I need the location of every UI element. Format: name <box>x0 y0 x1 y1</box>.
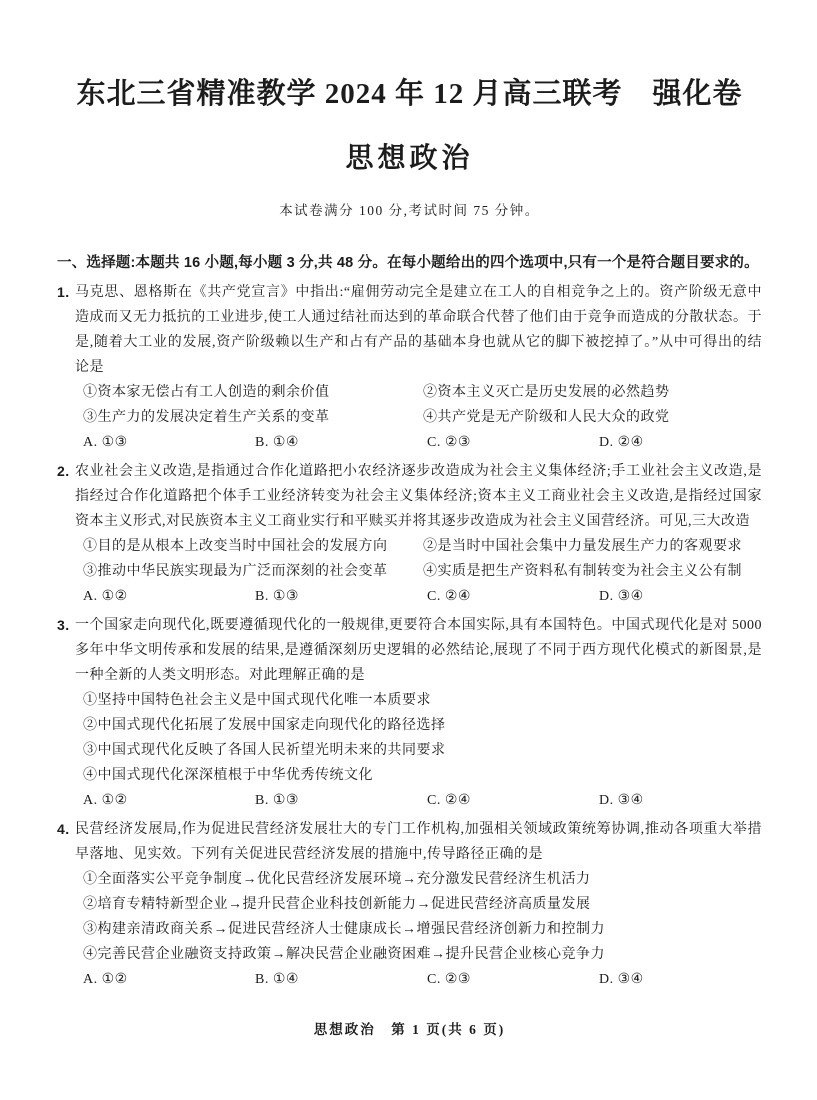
question-2-stem: 农业社会主义改造,是指通过合作化道路把小农经济逐步改造成为社会主义集体经济;手工业社会主义改造,是指经过合作化道路把个体手工业经济转变为社会主义集体经济;资本主义工商业社会主义改造,是指经过国家资本主义形式,对民族资本主义工商业实行和平赎买并将其逐步改造成为社会主义国营经济。可见,三大改造 <box>75 464 762 529</box>
question-3-choice-c: C. ②④ <box>427 793 471 808</box>
question-4-choice-d: D. ③④ <box>599 972 644 987</box>
question-2-stem-block <box>57 459 762 534</box>
question-1-choice-d: D. ②④ <box>599 435 644 450</box>
question-3 <box>57 613 762 813</box>
question-1-stem: 马克思、恩格斯在《共产党宣言》中指出:“雇佣劳动完全是建立在工人的自相竞争之上的。资产阶级无意中造成而又无力抵抗的工业进步,使工人通过结社而达到的革命联合代替了他们由于竞争而造成的分散状态。于是,随着大工业的发展,资产阶级赖以生产和占有产品的基础本身也就从它的脚下被挖掉了。”从中可得出的结论是 <box>75 285 762 375</box>
question-1-option-4: ④共产党是无产阶级和人民大众的政党 <box>423 410 670 425</box>
exam-subject-title: 思想政治 <box>345 143 474 174</box>
question-1-choices <box>57 430 762 455</box>
question-4-stem-block <box>57 817 762 867</box>
question-3-stem: 一个国家走向现代化,既要遵循现代化的一般规律,更要符合本国实际,具有本国特色。中国式现代化是对 5000 多年中华文明传承和发展的结果,是遵循深刻历史逻辑的必然结论,展现了不同于西方现代化模式的新图景,是一种全新的人类文明形态。对此理解正确的是 <box>75 618 762 683</box>
question-3-stem-block <box>57 613 762 688</box>
question-4-option-3: ③构建亲清政商关系→促进民营经济人士健康成长→增强民营经济创新力和控制力 <box>83 922 605 937</box>
question-3-option-3: ③中国式现代化反映了各国人民祈望光明未来的共同要求 <box>83 743 446 758</box>
question-2-option-4: ④实质是把生产资料私有制转变为社会主义公有制 <box>423 564 742 579</box>
question-3-number: 3. <box>57 617 70 633</box>
question-2-choice-d: D. ③④ <box>599 589 644 604</box>
question-3-option-2: ②中国式现代化拓展了发展中国家走向现代化的路径选择 <box>83 718 446 733</box>
question-1 <box>57 280 762 455</box>
question-2-choice-b: B. ①③ <box>255 589 299 604</box>
question-1-choice-a: A. ①③ <box>83 435 128 450</box>
question-2-number: 2. <box>57 463 70 479</box>
question-3-choices <box>57 788 762 813</box>
question-4-number: 4. <box>57 821 70 837</box>
question-3-choice-a: A. ①② <box>83 793 128 808</box>
question-4-options <box>57 867 762 967</box>
question-4-choice-b: B. ①④ <box>255 972 299 987</box>
question-2-choices <box>57 584 762 609</box>
question-1-choice-b: B. ①④ <box>255 435 299 450</box>
question-4-option-1: ①全面落实公平竞争制度→优化民营经济发展环境→充分激发民营经济生机活力 <box>83 872 591 887</box>
question-1-option-3: ③生产力的发展决定着生产关系的变革 <box>83 410 330 425</box>
question-4-choice-a: A. ①② <box>83 972 128 987</box>
question-2-choice-c: C. ②④ <box>427 589 471 604</box>
question-4-option-2: ②培育专精特新型企业→提升民营企业科技创新能力→促进民营经济高质量发展 <box>83 897 591 912</box>
question-3-option-4: ④中国式现代化深深植根于中华优秀传统文化 <box>83 768 373 783</box>
question-3-choice-d: D. ③④ <box>599 793 644 808</box>
question-4-choice-c: C. ②③ <box>427 972 471 987</box>
exam-note: 本试卷满分 100 分,考试时间 75 分钟。 <box>279 203 540 218</box>
question-1-number: 1. <box>57 284 70 300</box>
exam-title: 东北三省精准教学 2024 年 12 月高三联考 强化卷 <box>76 78 743 110</box>
question-1-stem-block <box>57 280 762 380</box>
question-1-option-2: ②资本主义灭亡是历史发展的必然趋势 <box>423 385 670 400</box>
question-1-option-1: ①资本家无偿占有工人创造的剩余价值 <box>83 385 330 400</box>
question-4-choices <box>57 967 762 992</box>
question-2 <box>57 459 762 609</box>
page-footer: 思想政治 第 1 页(共 6 页) <box>313 1022 506 1037</box>
question-4 <box>57 817 762 992</box>
question-4-option-4: ④完善民营企业融资支持政策→解决民营企业融资困难→提升民营企业核心竞争力 <box>83 947 605 962</box>
question-1-options <box>57 380 762 430</box>
question-3-options <box>57 688 762 788</box>
question-2-option-1: ①目的是从根本上改变当时中国社会的发展方向 <box>83 539 388 554</box>
question-3-option-1: ①坚持中国特色社会主义是中国式现代化唯一本质要求 <box>83 693 431 708</box>
question-2-choice-a: A. ①② <box>83 589 128 604</box>
question-2-option-2: ②是当时中国社会集中力量发展生产力的客观要求 <box>423 539 742 554</box>
section-one-header: 一、选择题:本题共 16 小题,每小题 3 分,共 48 分。在每小题给出的四个选项中,只有一个是符合题目要求的。 <box>57 255 759 271</box>
question-2-option-3: ③推动中华民族实现最为广泛而深刻的社会变革 <box>83 564 388 579</box>
question-2-options <box>57 534 762 584</box>
question-1-choice-c: C. ②③ <box>427 435 471 450</box>
question-3-choice-b: B. ①③ <box>255 793 299 808</box>
question-4-stem: 民营经济发展局,作为促进民营经济发展壮大的专门工作机构,加强相关领域政策统筹协调,推动各项重大举措早落地、见实效。下列有关促进民营经济发展的措施中,传导路径正确的是 <box>75 822 762 862</box>
